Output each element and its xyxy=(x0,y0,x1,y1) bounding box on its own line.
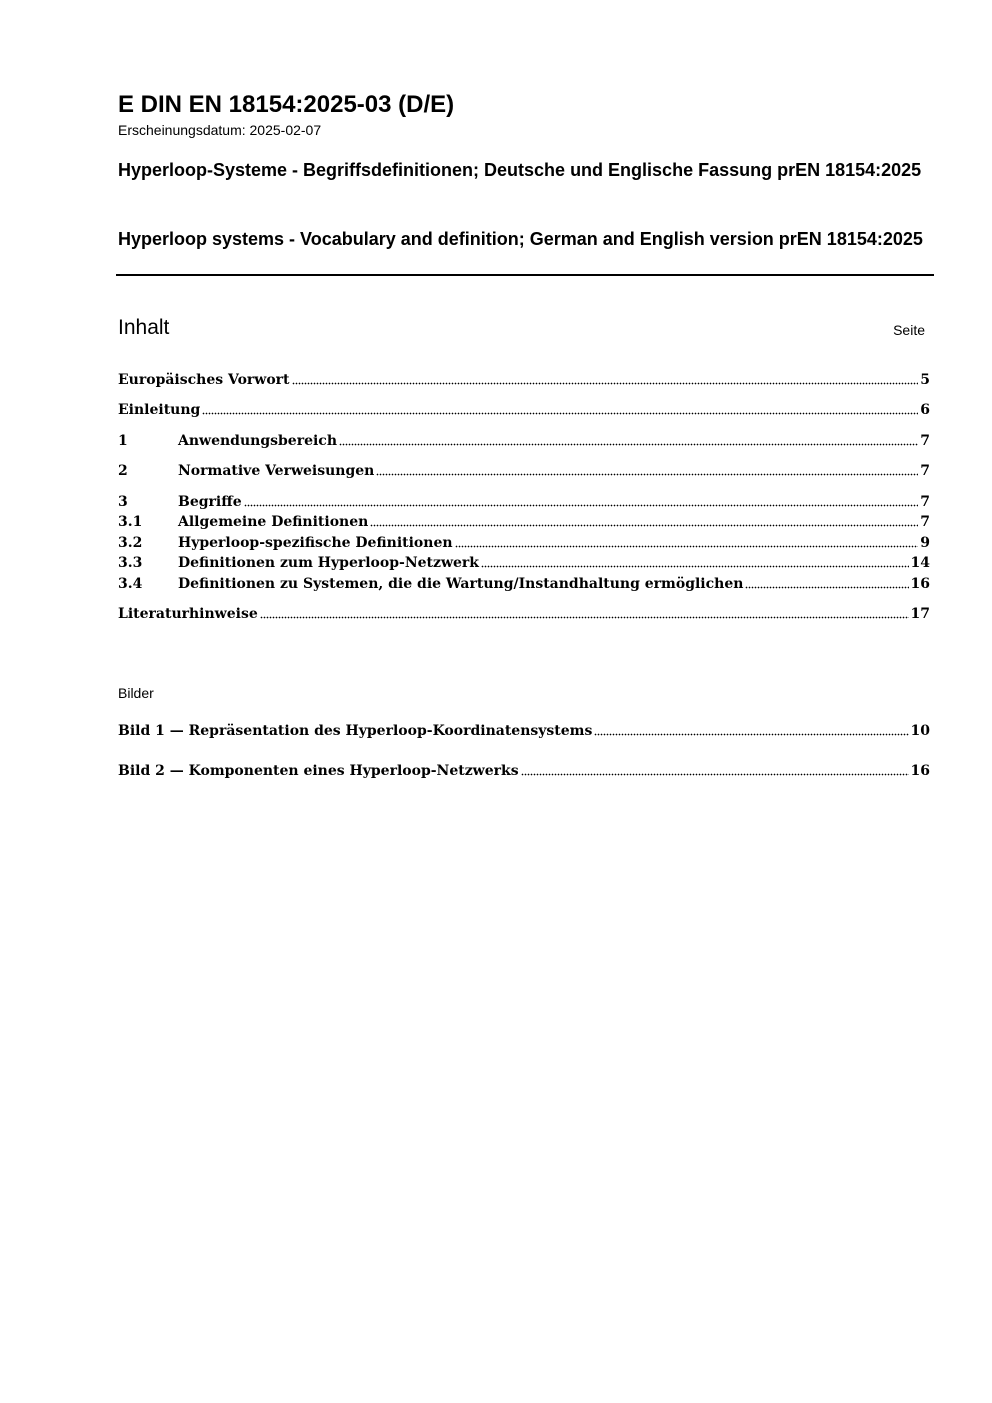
dot-leader xyxy=(260,615,909,619)
toc-entry[interactable] xyxy=(118,431,930,451)
toc-entry-number: 3.4 xyxy=(118,576,143,592)
toc-entry-page: 7 xyxy=(920,494,930,510)
title-english: Hyperloop systems - Vocabulary and definition; German and English version prEN 18154:2025 xyxy=(118,229,923,249)
toc-entry-number: 1 xyxy=(118,433,128,449)
toc-entry[interactable] xyxy=(118,370,930,390)
toc-entry-label: Literaturhinweise xyxy=(118,606,258,622)
toc-entry-label: Europäisches Vorwort xyxy=(118,372,290,388)
toc-entry[interactable] xyxy=(118,512,930,532)
toc-page-column-label: Seite xyxy=(893,322,925,338)
dot-leader xyxy=(376,472,918,476)
toc-entry-page: 16 xyxy=(910,576,930,592)
toc-entry[interactable] xyxy=(118,533,930,553)
title-german: Hyperloop-Systeme - Begriffsdefinitionen; Deutsche und Englische Fassung prEN 18154:2025 xyxy=(118,160,922,180)
toc-entry-page: 17 xyxy=(910,606,930,622)
title-divider xyxy=(116,274,934,276)
toc-entry-label: Einleitung xyxy=(118,402,201,418)
toc-entry-page: 7 xyxy=(920,463,930,479)
document-id: E DIN EN 18154:2025-03 (D/E) xyxy=(118,91,455,118)
toc-entry[interactable] xyxy=(118,492,930,512)
dot-leader xyxy=(745,585,908,589)
figure-entry-page: 10 xyxy=(910,723,930,739)
toc-entry-label: Normative Verweisungen xyxy=(178,463,375,479)
toc-entry-number: 2 xyxy=(118,463,128,479)
toc-entry[interactable] xyxy=(118,553,930,573)
toc-entry-page: 7 xyxy=(920,433,930,449)
toc-entry-label: Definitionen zu Systemen, die die Wartung/Instandhaltung ermöglichen xyxy=(178,576,744,592)
publication-date: Erscheinungsdatum: 2025-02-07 xyxy=(118,122,322,138)
dot-leader xyxy=(244,503,919,507)
toc-entry[interactable] xyxy=(118,574,930,594)
toc-entry[interactable] xyxy=(118,400,930,420)
toc-entry[interactable] xyxy=(118,461,930,481)
dot-leader xyxy=(292,381,919,385)
toc-entry-label: Begriffe xyxy=(178,494,242,510)
toc-entry-page: 6 xyxy=(920,402,930,418)
toc-entry[interactable] xyxy=(118,604,930,624)
figure-entry-page: 16 xyxy=(910,763,930,779)
toc-entry-label: Hyperloop-spezifische Definitionen xyxy=(178,535,453,551)
dot-leader xyxy=(521,772,909,776)
toc-entry-page: 9 xyxy=(920,535,930,551)
toc-entry-page: 7 xyxy=(920,514,930,530)
figure-entry-label: Bild 2 — Komponenten eines Hyperloop-Netzwerks xyxy=(118,763,519,779)
toc-entry-label: Allgemeine Definitionen xyxy=(178,514,369,530)
figure-entry[interactable] xyxy=(118,761,930,781)
toc-entry-number: 3.2 xyxy=(118,535,143,551)
dot-leader xyxy=(455,544,919,548)
toc-entry-number: 3.1 xyxy=(118,514,143,530)
figure-entry-label: Bild 1 — Repräsentation des Hyperloop-Koordinatensystems xyxy=(118,723,593,739)
toc-entry-label: Anwendungsbereich xyxy=(178,433,337,449)
toc-entry-page: 5 xyxy=(920,372,930,388)
toc-entry-number: 3 xyxy=(118,494,128,510)
dot-leader xyxy=(202,411,918,415)
toc-heading: Inhalt xyxy=(118,316,170,339)
toc-entry-page: 14 xyxy=(910,555,930,571)
toc-entry-label: Definitionen zum Hyperloop-Netzwerk xyxy=(178,555,479,571)
dot-leader xyxy=(370,523,918,527)
toc-entry-number: 3.3 xyxy=(118,555,143,571)
dot-leader xyxy=(339,442,918,446)
figures-heading: Bilder xyxy=(118,685,154,701)
figure-entry[interactable] xyxy=(118,721,930,741)
dot-leader xyxy=(594,732,908,736)
dot-leader xyxy=(481,564,909,568)
